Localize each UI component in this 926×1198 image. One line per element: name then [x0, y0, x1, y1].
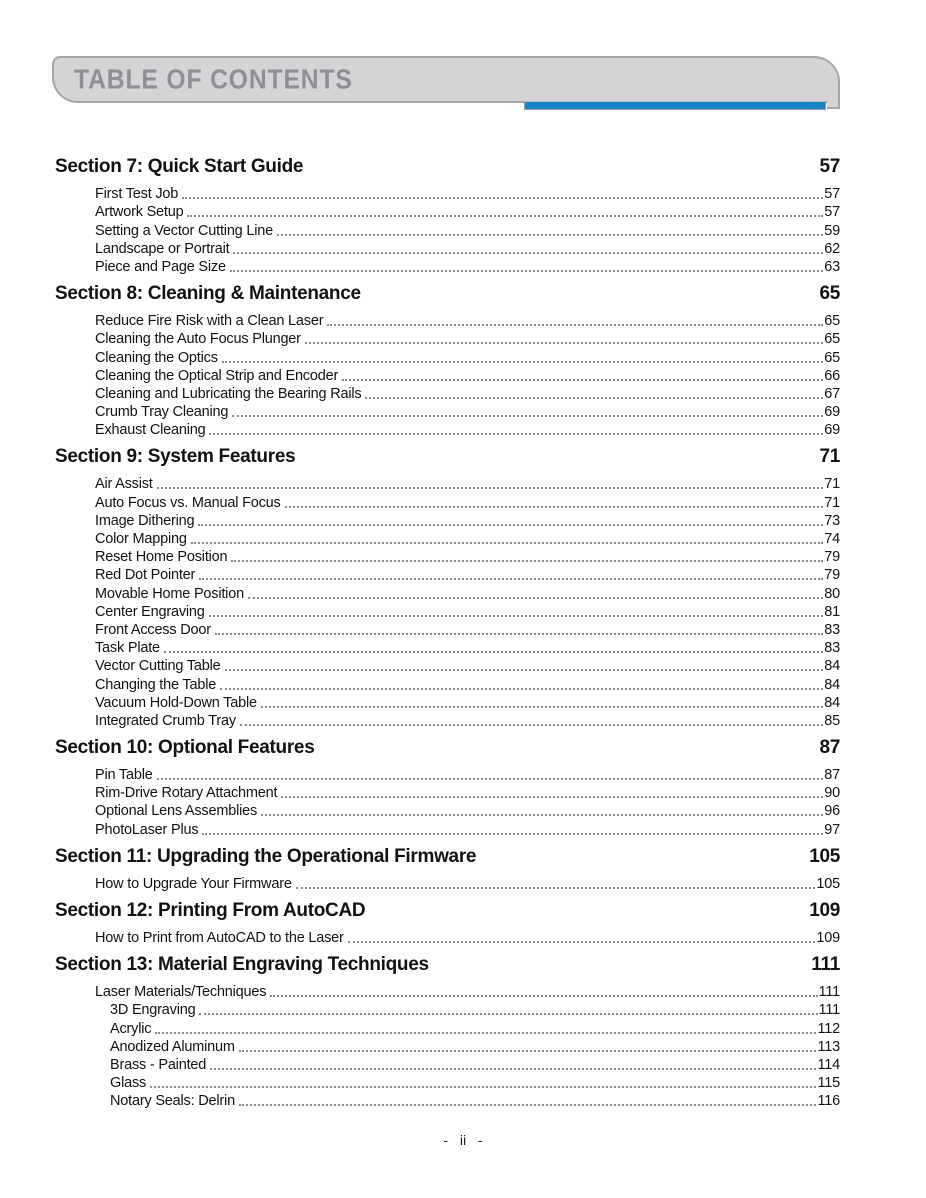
entry-page-number: 65 [824, 331, 840, 348]
entry-page-number: 62 [824, 240, 840, 257]
entry-title: Vacuum Hold-Down Table [95, 694, 257, 711]
toc-entry [55, 620, 840, 638]
entry-page-number: 57 [824, 186, 840, 203]
toc-section [55, 900, 840, 946]
dot-leader [285, 506, 824, 508]
entry-title: How to Print from AutoCAD to the Laser [95, 930, 344, 946]
toc-entry [55, 928, 840, 946]
entry-page-number: 97 [824, 821, 840, 838]
entry-title: Color Mapping [95, 531, 187, 547]
entry-title: Exhaust Cleaning [95, 422, 206, 439]
toc-entry [55, 366, 840, 384]
dot-leader [232, 415, 823, 417]
entry-title: Vector Cutting Table [95, 658, 221, 675]
entry-page-number: 111 [818, 1002, 840, 1019]
toc-list [55, 148, 840, 1109]
entry-page-number: 65 [824, 313, 840, 330]
dot-leader [199, 578, 823, 580]
dot-leader [209, 433, 823, 435]
section-heading [55, 283, 840, 304]
page-number: - ii - [443, 1132, 483, 1148]
entry-page-number: 114 [817, 1056, 840, 1073]
section-page-number: 71 [819, 446, 840, 468]
dot-leader [164, 651, 823, 653]
dot-leader [182, 197, 823, 199]
section-title: Section 7: Quick Start Guide [55, 156, 304, 177]
toc-entry [55, 311, 840, 329]
dot-leader [157, 487, 824, 489]
entry-title: Front Access Door [95, 621, 211, 638]
entry-title: Laser Materials/Techniques [95, 984, 267, 1001]
dot-leader [261, 814, 823, 816]
entry-page-number: 69 [824, 404, 840, 421]
entry-title: PhotoLaser Plus [95, 821, 199, 838]
dot-leader [281, 796, 823, 798]
entry-page-number: 80 [824, 585, 840, 602]
entry-page-number: 65 [824, 349, 840, 366]
entry-title: Center Engraving [95, 603, 205, 620]
entry-title: Cleaning the Optics [95, 349, 218, 366]
dot-leader [261, 706, 823, 708]
entry-page-number: 79 [824, 567, 840, 584]
dot-leader [365, 397, 823, 399]
dot-leader [239, 1104, 817, 1106]
dot-leader [210, 1068, 816, 1070]
entry-title: Piece and Page Size [95, 258, 226, 275]
entry-title: Acrylic [110, 1020, 152, 1037]
dot-leader [239, 1050, 817, 1052]
toc-entry [55, 202, 840, 220]
section-page-number: 105 [809, 845, 840, 867]
entry-title: Optional Lens Assemblies [95, 803, 258, 820]
entry-page-number: 116 [817, 1093, 840, 1110]
toc-entry [55, 1091, 840, 1109]
entry-title: Movable Home Position [95, 585, 244, 602]
entry-page-number: 105 [816, 875, 840, 892]
toc-entry [55, 347, 840, 365]
entry-page-number: 67 [824, 385, 840, 402]
entry-page-number: 83 [824, 640, 840, 657]
section-page-number: 111 [811, 954, 840, 975]
toc-entry [55, 765, 840, 783]
toc-entry [55, 420, 840, 438]
dot-leader [327, 324, 823, 326]
entry-page-number: 81 [824, 603, 840, 620]
section-title: Section 13: Material Engraving Techniques [55, 954, 429, 975]
entry-title: Brass - Painted [110, 1056, 207, 1073]
toc-entry [55, 819, 840, 837]
toc-entry [55, 1055, 840, 1073]
entry-title: Cleaning the Auto Focus Plunger [95, 331, 301, 348]
toc-entry [55, 492, 840, 510]
entry-page-number: 73 [824, 512, 840, 529]
entry-page-number: 113 [817, 1038, 840, 1055]
entry-title: Crumb Tray Cleaning [95, 404, 229, 421]
entry-page-number: 71 [824, 494, 840, 511]
dot-leader [240, 724, 823, 726]
entry-page-number: 57 [824, 204, 840, 221]
toc-entry [55, 656, 840, 674]
entry-title: Notary Seals: Delrin [110, 1093, 235, 1110]
section-page-number: 87 [819, 736, 840, 758]
toc-entry [55, 474, 840, 492]
section-title: Section 12: Printing From AutoCAD [55, 899, 366, 921]
dot-leader [191, 542, 824, 544]
dot-leader [157, 778, 824, 780]
dot-leader [305, 342, 823, 344]
entry-page-number: 84 [824, 694, 840, 711]
toc-entry [55, 638, 840, 656]
toc-entry [55, 874, 840, 892]
dot-leader [150, 1086, 816, 1088]
entry-title: Pin Table [95, 767, 153, 784]
banner-corner-step [827, 101, 840, 109]
dot-leader [225, 669, 824, 671]
entry-page-number: 63 [824, 258, 840, 275]
entry-title: Auto Focus vs. Manual Focus [95, 494, 281, 511]
dot-leader [215, 633, 823, 635]
entry-title: How to Upgrade Your Firmware [95, 875, 292, 892]
entry-page-number: 84 [824, 676, 840, 693]
dot-leader [222, 361, 824, 363]
toc-entry [55, 529, 840, 547]
section-heading [55, 446, 840, 467]
dot-leader [155, 1032, 816, 1034]
section-heading [55, 737, 840, 758]
section-heading [55, 900, 840, 921]
dot-leader [187, 215, 823, 217]
toc-entry [55, 1000, 840, 1018]
entry-page-number: 96 [824, 803, 840, 820]
toc-entry [55, 184, 840, 202]
toc-entry [55, 384, 840, 402]
entry-title: 3D Engraving [110, 1002, 196, 1019]
entry-title: Landscape or Portrait [95, 240, 230, 257]
entry-title: Reduce Fire Risk with a Clean Laser [95, 313, 324, 330]
entry-page-number: 115 [817, 1075, 840, 1092]
toc-section [55, 737, 840, 838]
entry-title: Integrated Crumb Tray [95, 712, 236, 729]
entry-page-number: 66 [824, 367, 840, 384]
toc-entry [55, 329, 840, 347]
entry-title: Cleaning the Optical Strip and Encoder [95, 367, 339, 384]
entry-page-number: 87 [824, 767, 840, 784]
entry-page-number: 74 [824, 531, 840, 547]
toc-section [55, 283, 840, 438]
toc-entry [55, 982, 840, 1000]
toc-entry [55, 583, 840, 601]
entry-title: Changing the Table [95, 676, 217, 693]
entry-page-number: 59 [824, 222, 840, 239]
dot-leader [342, 379, 823, 381]
entry-page-number: 90 [824, 785, 840, 802]
entry-page-number: 109 [816, 930, 840, 946]
entry-title: Cleaning and Lubricating the Bearing Rails [95, 385, 362, 402]
dot-leader [231, 560, 823, 562]
section-heading [55, 156, 840, 177]
entry-page-number: 79 [824, 549, 840, 566]
dot-leader [199, 1013, 817, 1015]
entry-title: Rim-Drive Rotary Attachment [95, 785, 278, 802]
entry-page-number: 84 [824, 658, 840, 675]
section-heading [55, 846, 840, 867]
toc-entry [55, 220, 840, 238]
entry-page-number: 112 [817, 1020, 840, 1037]
toc-entry [55, 565, 840, 583]
toc-section [55, 446, 840, 729]
section-page-number: 65 [819, 282, 840, 304]
dot-leader [220, 688, 823, 690]
entry-title: Anodized Aluminum [110, 1038, 235, 1055]
entry-title: Image Dithering [95, 512, 195, 529]
entry-page-number: 111 [818, 984, 840, 1001]
dot-leader [270, 995, 817, 997]
toc-entry [55, 547, 840, 565]
toc-entry [55, 511, 840, 529]
toc-entry [55, 1018, 840, 1036]
dot-leader [198, 524, 823, 526]
dot-leader [277, 234, 823, 236]
section-title: Section 10: Optional Features [55, 736, 315, 758]
section-page-number: 109 [809, 899, 840, 921]
section-title: Section 9: System Features [55, 446, 296, 468]
entry-title: Red Dot Pointer [95, 567, 196, 584]
accent-bar [524, 101, 826, 110]
toc-entry [55, 783, 840, 801]
toc-entry [55, 693, 840, 711]
dot-leader [230, 270, 823, 272]
section-page-number: 57 [819, 156, 840, 177]
entry-title: Task Plate [95, 640, 160, 657]
toc-section [55, 156, 840, 275]
toc-section [55, 846, 840, 892]
toc-entry [55, 602, 840, 620]
entry-page-number: 71 [824, 476, 840, 493]
toc-entry [55, 1037, 840, 1055]
entry-title: Glass [110, 1075, 147, 1092]
toc-section [55, 954, 840, 1109]
toc-entry [55, 402, 840, 420]
entry-title: Artwork Setup [95, 204, 184, 221]
toc-entry [55, 674, 840, 692]
entry-page-number: 85 [824, 712, 840, 729]
section-title: Section 11: Upgrading the Operational Firmware [55, 845, 477, 867]
entry-page-number: 69 [824, 422, 840, 439]
entry-title: First Test Job [95, 186, 179, 203]
toc-entry [55, 1073, 840, 1091]
dot-leader [348, 941, 816, 943]
entry-page-number: 83 [824, 621, 840, 638]
page-title: TABLE OF CONTENTS [74, 62, 353, 94]
toc-entry [55, 711, 840, 729]
dot-leader [248, 597, 823, 599]
section-heading [55, 954, 840, 975]
toc-entry [55, 239, 840, 257]
dot-leader [202, 833, 823, 835]
toc-entry [55, 801, 840, 819]
dot-leader [233, 252, 823, 254]
toc-banner [52, 56, 840, 103]
entry-title: Air Assist [95, 476, 153, 493]
entry-title: Reset Home Position [95, 549, 228, 566]
entry-title: Setting a Vector Cutting Line [95, 222, 273, 239]
dot-leader [209, 615, 824, 617]
toc-entry [55, 257, 840, 275]
section-title: Section 8: Cleaning & Maintenance [55, 282, 361, 304]
dot-leader [296, 887, 816, 889]
